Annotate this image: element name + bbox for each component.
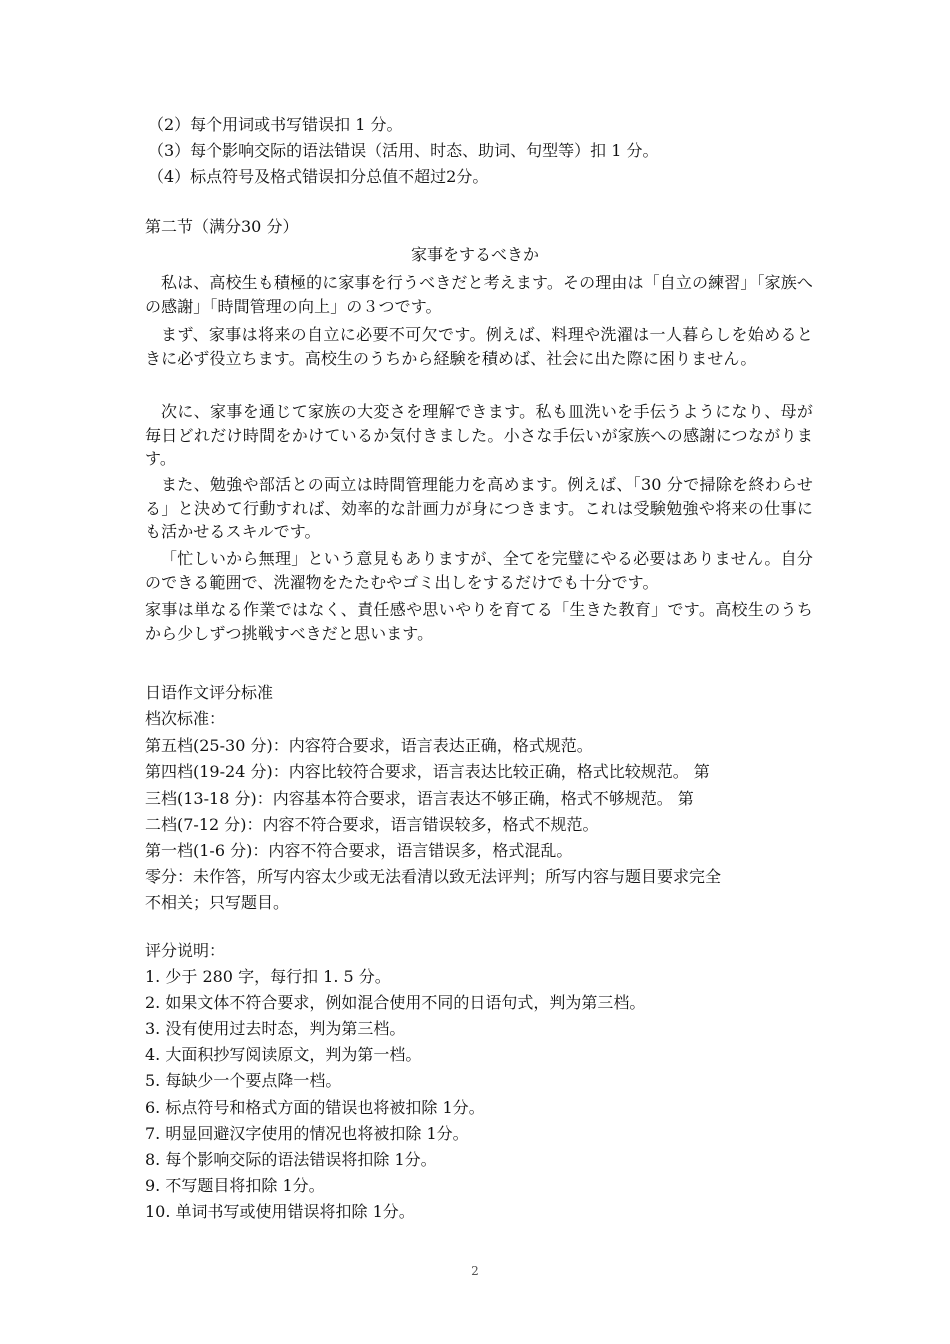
section-heading: 第二节（满分30 分） xyxy=(145,217,299,236)
rule-item-3: （3）每个影响交际的语法错误（活用、时态、助词、句型等）扣 1 分。 xyxy=(148,141,659,160)
page-number: 2 xyxy=(471,1264,479,1278)
notes-item: 6. 标点符号和格式方面的错误也将被扣除 1分。 xyxy=(145,1098,485,1117)
criteria-line: 第一档(1-6 分)：内容不符合要求，语言错误多，格式混乱。 xyxy=(145,841,573,860)
notes-item: 9. 不写题目将扣除 1分。 xyxy=(145,1176,325,1195)
criteria-line: 零分：未作答，所写内容太少或无法看清以致无法评判；所写内容与题目要求完全 xyxy=(145,867,722,886)
notes-item: 4. 大面积抄写阅读原文，判为第一档。 xyxy=(145,1045,422,1064)
criteria-line: 二档(7-12 分)：内容不符合要求，语言错误较多，格式不规范。 xyxy=(145,815,599,834)
rule-item-2: （2）每个用词或书写错误扣 1 分。 xyxy=(148,115,403,134)
criteria-line: 第四档(19-24 分)：内容比较符合要求，语言表达比较正确，格式比较规范。 第 xyxy=(145,762,710,781)
rule-item-4: （4）标点符号及格式错误扣分总值不超过2分。 xyxy=(148,167,489,186)
criteria-heading: 日语作文评分标准 xyxy=(145,683,274,702)
notes-item: 5. 每缺少一个要点降一档。 xyxy=(145,1071,342,1090)
notes-item: 7. 明显回避汉字使用的情况也将被扣除 1分。 xyxy=(145,1124,469,1143)
notes-item: 2. 如果文体不符合要求，例如混合使用不同的日语句式，判为第三档。 xyxy=(145,993,646,1012)
notes-item: 10. 单词书写或使用错误将扣除 1分。 xyxy=(145,1202,415,1221)
criteria-line: 不相关；只写题目。 xyxy=(145,893,290,912)
notes-item: 1. 少于 280 字，每行扣 1. 5 分。 xyxy=(145,967,391,986)
notes-item: 3. 没有使用过去时态，判为第三档。 xyxy=(145,1019,406,1038)
essay-paragraph-5: 「忙しいから無理」という意見もありますが、全てを完璧にやる必要はありません。自分のできる範囲で、洗濯物をたたむやゴミ出しをするだけでも十分です。 xyxy=(145,549,813,592)
essay-paragraph-1: 私は、高校生も積極的に家事を行うべきだと考えます。その理由は「自立の練習」「家族への感謝」「時間管理の向上」の３つです。 xyxy=(145,273,813,316)
criteria-line: 三档(13-18 分)：内容基本符合要求，语言表达不够正确，格式不够规范。 第 xyxy=(145,789,694,808)
notes-item: 8. 每个影响交际的语法错误将扣除 1分。 xyxy=(145,1150,437,1169)
essay-paragraph-2: まず、家事は将来の自立に必要不可欠です。例えば、料理や洗濯は一人暮らしを始めるときに必ず役立ちます。高校生のうちから経験を積めば、社会に出た際に困りません。 xyxy=(145,325,813,368)
criteria-subheading: 档次标准： xyxy=(145,709,226,728)
essay-paragraph-4: また、勉強や部活との両立は時間管理能力を高めます。例えば、「30 分で掃除を終わらせる」と決めて行動すれば、効率的な計画力が身につきます。これは受験勉強や将来の仕事にも活かせるスキルです。 xyxy=(145,475,813,541)
essay-paragraph-3: 次に、家事を通じて家族の大変さを理解できます。私も皿洗いを手伝うようになり、母が毎日どれだけ時間をかけているか気付きました。小さな手伝いが家族への感謝につながります。 xyxy=(145,402,813,468)
criteria-line: 第五档(25-30 分)：内容符合要求，语言表达正确，格式规范。 xyxy=(145,736,593,755)
essay-paragraph-6: 家事は単なる作業ではなく、責任感や思いやりを育てる「生きた教育」です。高校生のうちから少しずつ挑戦すべきだと思います。 xyxy=(145,600,813,643)
notes-heading: 评分说明： xyxy=(145,941,226,960)
essay-title: 家事をするべきか xyxy=(410,245,539,264)
